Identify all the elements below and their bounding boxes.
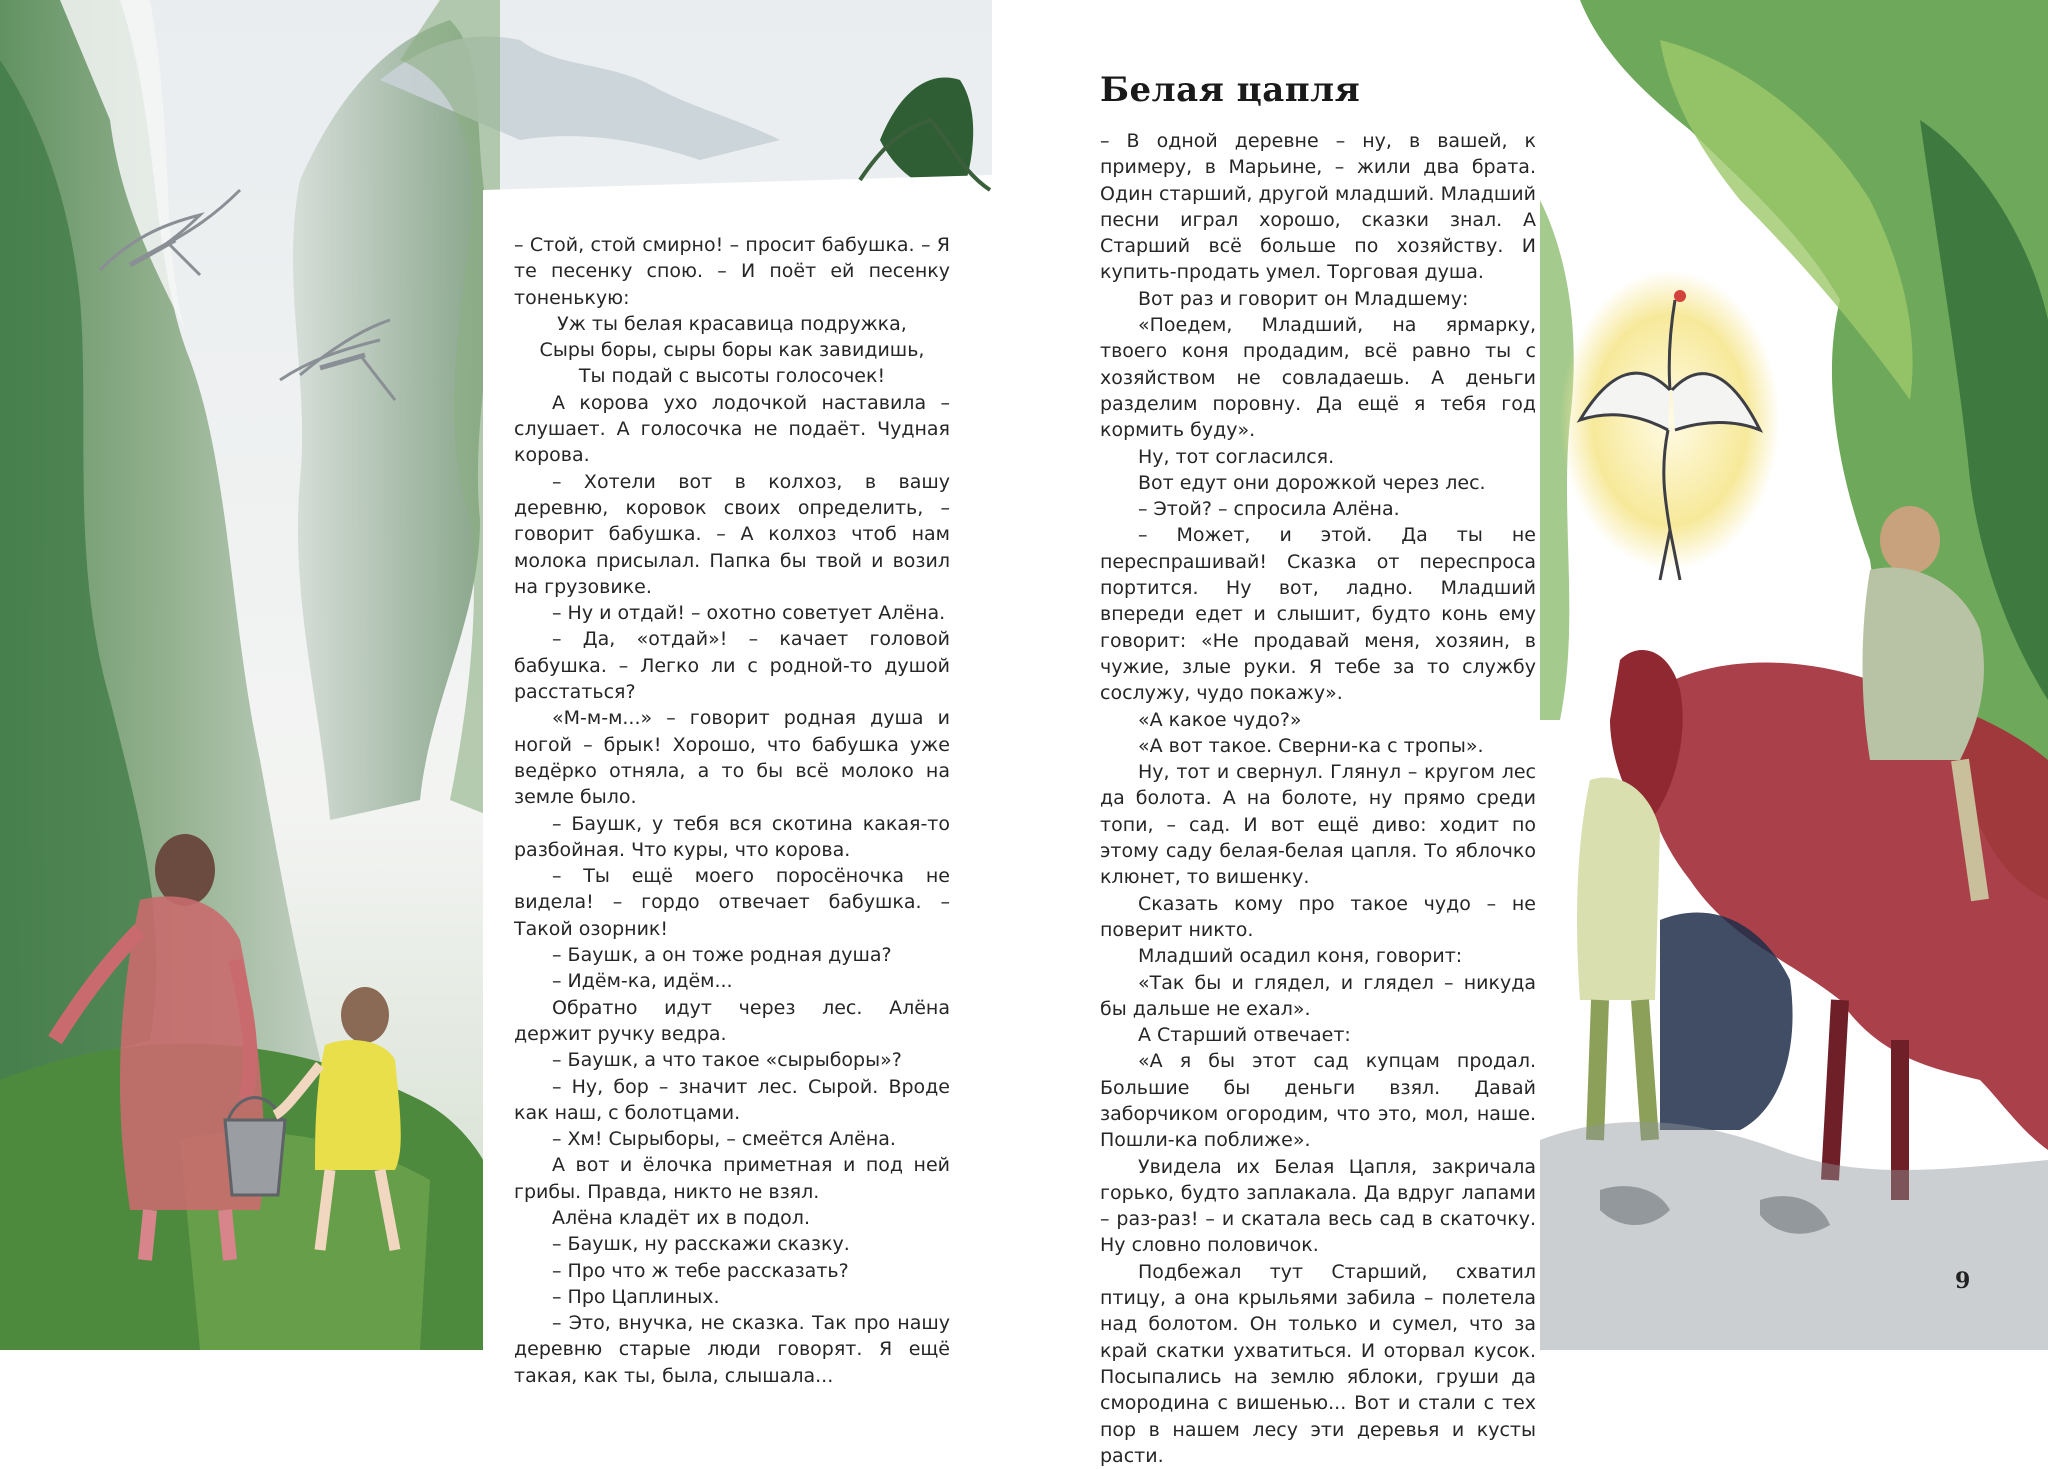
rider-head [1880, 506, 1940, 574]
right-paragraph: «А вот такое. Сверни-ка с тропы». [1138, 734, 1484, 757]
left-paragraph: – Хм! Сырыборы, – смеётся Алёна. [552, 1128, 896, 1151]
right-paragraph: – В одной деревне – ну, в вашей, к примеру, в Марьине, – жили два брата. Один старший, другой младший. Младший песни играл хорошо, сказки знал. А Старший всё больше по хозяйству. И купить-продать умел. Торговая душа. [1100, 130, 1536, 284]
left-paragraph: А вот и ёлочка приметная и под ней грибы. Правда, никто не взял. [514, 1154, 950, 1203]
right-paragraph: Ну, тот согласился. [1138, 445, 1335, 468]
left-paragraph: – Баушк, а что такое «сырыборы»? [552, 1049, 902, 1072]
left-paragraph: – Ну и отдай! – охотно советует Алёна. [552, 602, 946, 625]
left-paragraph: – Идём-ка, идём... [552, 970, 733, 993]
right-paragraph: Подбежал тут Старший, схватил птицу, а она крыльями забила – полетела над болотом. Он только и сумел, что за край скатки ухватиться. И оторвал кусок. Посыпались на землю яблоки, груши да смородина с вишенью... Вот и стали с тех пор в нашем лесу эти деревья и кусты расти. [1100, 1260, 1536, 1467]
right-paragraph: Вот раз и говорит он Младшему: [1138, 287, 1469, 310]
right-paragraph: «Так бы и глядел, и глядел – никуда бы дальше не ехал». [1100, 971, 1536, 1020]
left-paragraph: – Про что ж тебе рассказать? [552, 1259, 849, 1282]
right-paragraph: «А я бы этот сад купцам продал. Большие бы деньги взял. Давай заборчиком огородим, что это, мол, наше. Пошли-ка поближе». [1100, 1050, 1536, 1152]
left-paragraph: Обратно идут через лес. Алёна держит ручку ведра. [514, 996, 950, 1045]
right-paragraph: «А какое чудо?» [1138, 708, 1302, 731]
left-paragraph: «М-м-м...» – говорит родная душа и ногой – брык! Хорошо, что бабушка уже ведёрко отняла, а то бы всё молоко на земле было. [514, 707, 950, 809]
left-page-text [514, 232, 950, 1389]
left-paragraph: Алёна кладёт их в подол. [552, 1206, 810, 1229]
verse-line: Уж ты белая красавица подружка, [557, 312, 907, 335]
girl-head [341, 987, 389, 1043]
right-paragraph: «Поедем, Младший, на ярмарку, твоего коня продадим, всё равно ты с хозяйством не совладаешь. А деньги разделим поровну. Да ещё я тебя год кормить буду». [1100, 314, 1536, 442]
grandmother-head [155, 834, 215, 906]
left-paragraph: – Баушк, у тебя вся скотина какая-то разбойная. Что куры, что корова. [514, 812, 950, 861]
right-paragraph: Вот едут они дорожкой через лес. [1138, 471, 1486, 494]
right-paragraph: Сказать кому про такое чудо – не поверит никто. [1100, 892, 1536, 941]
right-paragraph: Ну, тот и свернул. Глянул – кругом лес да болота. А на болоте, ну прямо среди топи, – сад. И вот ещё диво: ходит по этому саду белая-белая цапля. То яблочко клюнет, то вишенку. [1100, 761, 1536, 889]
left-paragraph: – Баушк, ну расскажи сказку. [552, 1233, 850, 1256]
verse-line: Сыры боры, сыры боры как завидишь, [539, 339, 925, 362]
right-paragraph: Младший осадил коня, говорит: [1138, 945, 1463, 968]
left-paragraph: А корова ухо лодочкой наставила – слушает. А голосочка не подаёт. Чудная корова. [514, 391, 950, 467]
chapter-title: Белая цапля [1100, 70, 1361, 110]
left-paragraph: – Это, внучка, не сказка. Так про нашу деревню старые люди говорят. Я ещё такая, как ты, была, слышала... [514, 1312, 950, 1387]
right-paragraph: А Старший отвечает: [1138, 1024, 1351, 1047]
right-paragraph: Увидела их Белая Цапля, закричала горько, будто заплакала. Да вдруг лапами – раз-раз! – и скатала весь сад в скаточку. Ну словно половичок. [1100, 1155, 1536, 1257]
verse-line: Ты подай с высоты голосочек! [578, 365, 886, 388]
right-illustration [1540, 0, 2048, 1350]
left-paragraph: – Ну, бор – значит лес. Сырой. Вроде как наш, с болотцами. [514, 1075, 950, 1124]
page-number: 9 [1955, 1268, 1971, 1294]
right-page-text [1100, 128, 1536, 1469]
girl-dress [315, 1040, 401, 1170]
left-paragraph: – Да, «отдай»! – качает головой бабушка. – Легко ли с родной-то душой расстаться? [514, 628, 950, 704]
left-paragraph: – Стой, стой смирно! – просит бабушка. – Я те песенку спою. – И поёт ей песенку тоненькую: [514, 234, 950, 309]
left-paragraph: – Хотели вот в колхоз, в вашу деревню, коровок своих определить, – говорит бабушка. – А колхоз чтоб нам молока присылал. Папка бы твой и возил на грузовике. [514, 470, 950, 598]
left-paragraph: – Баушк, а он тоже родная душа? [552, 944, 892, 967]
right-paragraph: – Этой? – спросила Алёна. [1138, 498, 1400, 521]
left-paragraph: – Про Цаплиных. [552, 1285, 720, 1308]
right-paragraph: – Может, и этой. Да ты не переспрашивай! Сказка от переспроса портится. Ну вот, ладно. Младший впереди едет и слышит, будто конь ему говорит: «Не продавай меня, хозяин, в чужие, злые руки. Я тебе за то службу сослужу, чудо покажу». [1100, 524, 1536, 705]
left-paragraph: – Ты ещё моего поросёночка не видела! – гордо отвечает бабушка. – Такой озорник! [514, 865, 950, 940]
